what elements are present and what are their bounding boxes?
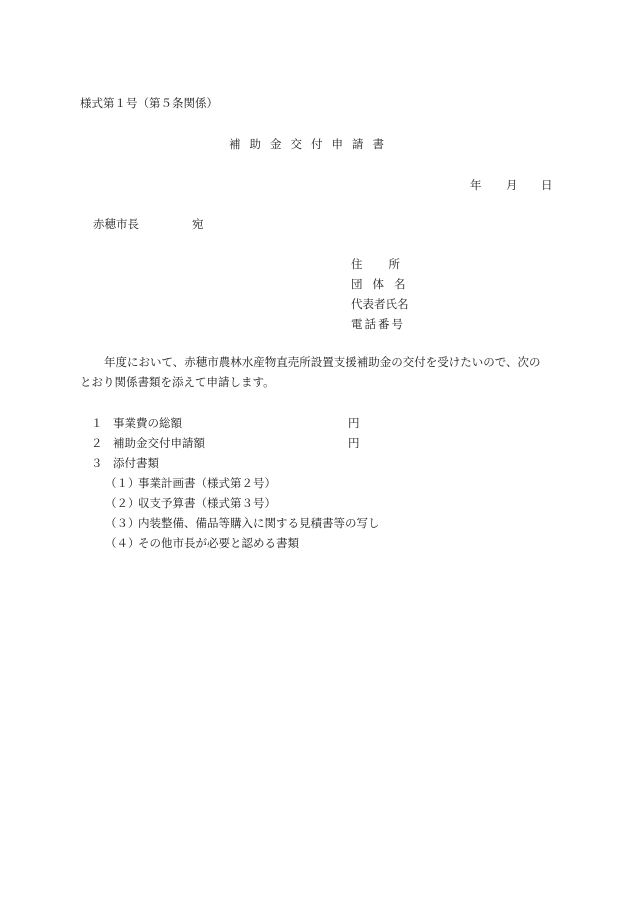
document-title: 補助金交付申請書 xyxy=(229,137,393,151)
item-label: 事業費の総額 xyxy=(113,416,182,430)
item-number: １ xyxy=(91,416,103,430)
addressee xyxy=(93,219,204,231)
item-label: 補助金交付申請額 xyxy=(113,436,205,450)
item-number: ３ xyxy=(91,456,103,470)
attachment-number: （３） xyxy=(105,516,140,530)
attachment-number: （２） xyxy=(105,496,140,510)
form-number: 様式第１号（第５条関係） xyxy=(80,96,218,110)
date-year-label: 年 xyxy=(470,178,482,192)
application-statement: 年度において、赤穂市農林水産物直売所設置支援補助金の交付を受けたいので、次のとおり関係書類を添えて申請します。 xyxy=(80,355,541,389)
attachment-label: 内装整備、備品等購入に関する見積書等の写し xyxy=(138,516,380,530)
attachment-number: （１） xyxy=(105,476,140,490)
addressee-suffix: 宛 xyxy=(192,217,204,231)
date-day-label: 日 xyxy=(541,178,553,192)
item-unit: 円 xyxy=(348,416,360,430)
attachment-number: （４） xyxy=(105,536,140,550)
group-name-label: 団体名 xyxy=(351,277,416,291)
item-number: ２ xyxy=(91,436,103,450)
date-month-label: 月 xyxy=(506,178,518,192)
applicant-block xyxy=(351,259,426,339)
phone-number-label: 電話番号 xyxy=(351,317,405,331)
item-label: 添付書類 xyxy=(113,456,159,470)
representative-name-label: 代表者氏名 xyxy=(351,297,409,311)
attachment-label: 事業計画書（様式第２号） xyxy=(138,476,276,490)
attachment-label: その他市長が必要と認める書類 xyxy=(138,536,299,550)
attachment-label: 収支予算書（様式第３号） xyxy=(138,496,276,510)
address-label: 住所 xyxy=(351,257,426,271)
addressee-name: 赤穂市長 xyxy=(93,217,139,231)
item-unit: 円 xyxy=(348,436,360,450)
